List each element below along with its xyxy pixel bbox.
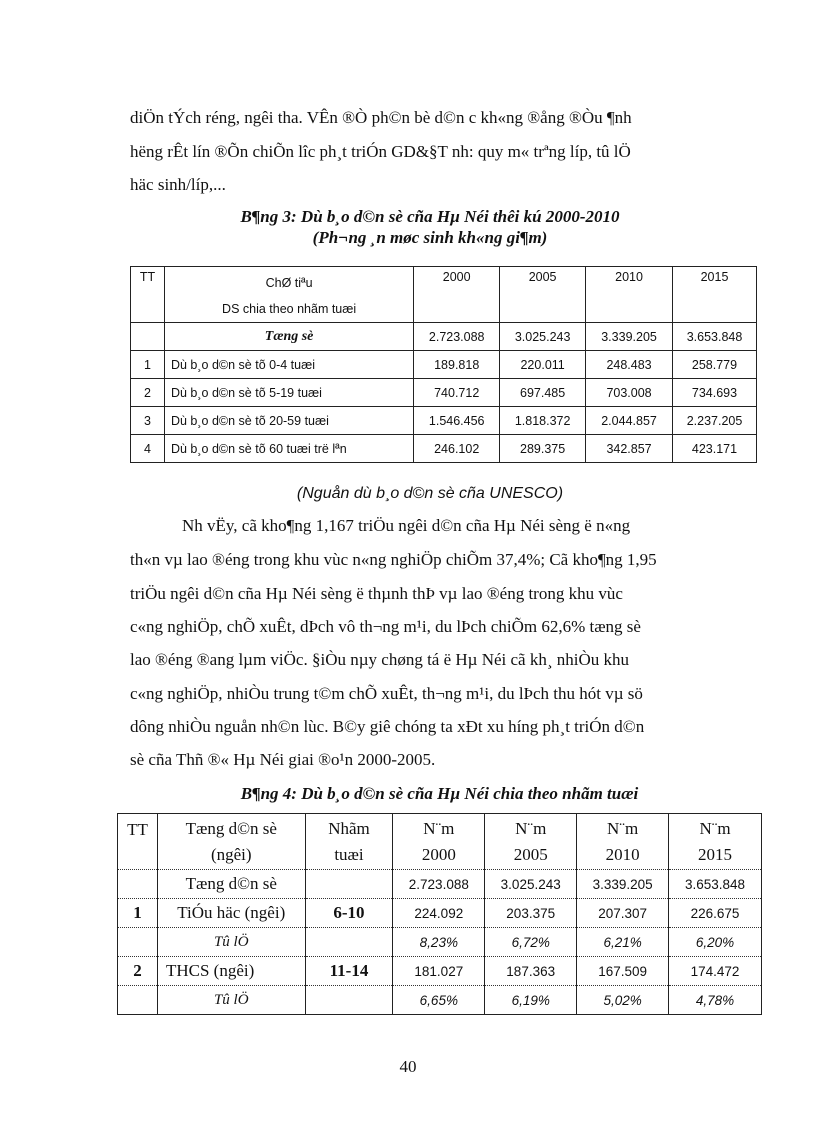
table3-cell: 220.011 (500, 351, 586, 379)
body-line-7: dông nhiÒu nguån nh©n lùc. B©y giê chóng ta xÐt xu híng ph¸t triÓn d©n (130, 717, 645, 736)
table4-header-year-value: 2000 (421, 844, 456, 864)
table3-header-year-2015: 2015 (673, 267, 757, 323)
table3-total-row (131, 323, 757, 351)
table4-header-year-value: 2010 (605, 844, 640, 864)
table4-cell: 6,65% (393, 986, 485, 1015)
table3-cell: 3.339.205 (586, 323, 673, 351)
table4 (117, 813, 762, 1015)
table3-cell: 2.237.205 (673, 407, 757, 435)
table4-cell: 6,72% (485, 928, 577, 957)
body-line-3: triÖu ngêi d©n cña Hµ Néi sèng ë thµnh thÞ vµ lao ®éng trong khu vùc (130, 584, 623, 603)
table4-ratio-label: Tû lÖ (157, 986, 305, 1015)
table4-group-label: THCS (ngêi) (157, 957, 305, 986)
table4-header-year-value: 2015 (698, 844, 733, 864)
table4-total-row (118, 870, 762, 899)
table4-cell: 3.339.205 (577, 870, 669, 899)
table4-cell (118, 986, 158, 1015)
body-line-2: th«n vµ lao ®éng trong khu vùc n«ng nghiÖp chiÕm 37,4%; Cã kho¶ng 1,95 (130, 550, 657, 569)
table4-cell: 8,23% (393, 928, 485, 957)
table4-header-pop-line1: Tæng d©n sè (185, 818, 277, 838)
table3-source: (Nguån dù b¸o d©n sè cña UNESCO) (296, 485, 564, 502)
page-number: 40 (399, 1057, 417, 1076)
table3-cell: 248.483 (586, 351, 673, 379)
table4-cell: 187.363 (485, 957, 577, 986)
table4-cell: 2.723.088 (393, 870, 485, 899)
table3-cell: 246.102 (414, 435, 500, 463)
table4-cell: 4,78% (669, 986, 762, 1015)
table3-cell: Dù b¸o d©n sè tõ 20-59 tuæi (164, 407, 413, 435)
table3-row (131, 351, 757, 379)
body-line-6: c«ng nghiÖp, nhiÒu trung t©m chÕ xuÊt, th¬ng m¹i, du lÞch thu hót vµ sö (130, 684, 643, 703)
table4-cell: 167.509 (577, 957, 669, 986)
table4-header-year-2015 (669, 814, 762, 870)
table3-header-indicator-line1: ChØ tiªu (265, 276, 313, 290)
table4-cell: 2 (118, 957, 158, 986)
table4-cell: 207.307 (577, 899, 669, 928)
table3-row (131, 379, 757, 407)
table3-cell (131, 323, 165, 351)
table4-total-label: Tæng d©n sè (157, 870, 305, 899)
table4-group-row (118, 957, 762, 986)
table3-cell: 1.818.372 (500, 407, 586, 435)
table3-cell: 423.171 (673, 435, 757, 463)
table4-header-pop-line2: (ngêi) (210, 844, 252, 864)
table4-cell (305, 986, 393, 1015)
table3 (130, 266, 757, 463)
table4-cell: 203.375 (485, 899, 577, 928)
table3-header-year-2000: 2000 (414, 267, 500, 323)
table4-header-year-value: 2005 (513, 844, 548, 864)
table4-header-year-2010 (577, 814, 669, 870)
table4-cell: 224.092 (393, 899, 485, 928)
table3-header-indicator-line2: DS chia theo nhãm tuæi (222, 302, 357, 316)
table3-cell: 703.008 (586, 379, 673, 407)
table4-header-year-2005 (485, 814, 577, 870)
table3-header-row (131, 267, 757, 323)
table4-cell (305, 928, 393, 957)
table4-header-age (305, 814, 393, 870)
table4-cell: 6-10 (305, 899, 393, 928)
table4-header-row (118, 814, 762, 870)
table4-cell (118, 928, 158, 957)
table4-cell: 181.027 (393, 957, 485, 986)
table4-ratio-label: Tû lÖ (157, 928, 305, 957)
table3-row (131, 435, 757, 463)
table3-header-tt: TT (131, 267, 165, 323)
table4-header-pop (157, 814, 305, 870)
table3-header-year-2005: 2005 (500, 267, 586, 323)
table4-ratio-row (118, 986, 762, 1015)
table4-cell: 3.653.848 (669, 870, 762, 899)
body-line-4: c«ng nghiÖp, chÕ xuÊt, dÞch vô th¬ng m¹i, du lÞch chiÕm 62,6% tæng sè (130, 617, 641, 636)
table3-cell: 697.485 (500, 379, 586, 407)
table4-cell: 5,02% (577, 986, 669, 1015)
table4-cell: 6,20% (669, 928, 762, 957)
table4-header-year-word: N¨m (607, 818, 639, 838)
table4-ratio-row (118, 928, 762, 957)
table3-cell: 258.779 (673, 351, 757, 379)
table4-title: B¶ng 4: Dù b¸o d©n sè cña Hµ Néi chia theo nhãm tuæi (240, 784, 639, 803)
table4-cell (305, 870, 393, 899)
table3-header-indicator (164, 267, 413, 323)
table3-cell: 1 (131, 351, 165, 379)
table3-cell: 2.044.857 (586, 407, 673, 435)
table3-cell: Dù b¸o d©n sè tõ 60 tuæi trë lªn (164, 435, 413, 463)
table4-cell: 174.472 (669, 957, 762, 986)
table4-cell: 3.025.243 (485, 870, 577, 899)
table3-cell: 1.546.456 (414, 407, 500, 435)
body-line-1: Nh vËy, cã kho¶ng 1,167 triÖu ngêi d©n cña Hµ Néi sèng ë n«ng (182, 516, 631, 535)
table4-group-label: TiÓu häc (ngêi) (157, 899, 305, 928)
table4-header-year-2000 (393, 814, 485, 870)
table4-header-tt: TT (118, 814, 158, 870)
body-line-8: sè cña Thñ ®« Hµ Néi giai ®o¹n 2000-2005. (130, 750, 436, 769)
table3-cell: 2 (131, 379, 165, 407)
intro-line-3: häc sinh/líp,... (130, 175, 226, 194)
table3-cell: Dù b¸o d©n sè tõ 0-4 tuæi (164, 351, 413, 379)
table4-header-year-word: N¨m (515, 818, 547, 838)
table4-header-age-line2: tuæi (334, 844, 364, 864)
table4-cell (118, 870, 158, 899)
table4-group-row (118, 899, 762, 928)
body-line-5: lao ®éng ®ang lµm viÖc. §iÒu nµy chøng tá ë Hµ Néi cã kh¸ nhiÒu khu (130, 650, 630, 669)
table3-cell: 189.818 (414, 351, 500, 379)
table3-cell: 2.723.088 (414, 323, 500, 351)
table3-row (131, 407, 757, 435)
table3-subtitle: (Ph¬ng ¸n møc sinh kh«ng gi¶m) (312, 228, 548, 247)
table3-header-year-2010: 2010 (586, 267, 673, 323)
table3-title: B¶ng 3: Dù b¸o d©n sè cña Hµ Néi thêi kú 2000-2010 (240, 207, 620, 226)
table4-header-age-line1: Nhãm (328, 818, 370, 838)
table3-cell: 3.025.243 (500, 323, 586, 351)
table4-cell: 1 (118, 899, 158, 928)
table4-cell: 226.675 (669, 899, 762, 928)
table4-cell: 6,19% (485, 986, 577, 1015)
intro-line-1: diÖn tÝch réng, ngêi tha. VÊn ®Ò ph©n bè d©n c kh«ng ®ång ®Òu ¶nh (130, 108, 632, 127)
table4-header-year-word: N¨m (423, 818, 455, 838)
table3-cell: Dù b¸o d©n sè tõ 5-19 tuæi (164, 379, 413, 407)
table3-total-label: Tæng sè (164, 323, 413, 351)
intro-line-2: hëng rÊt lín ®Õn chiÕn lîc ph¸t triÓn GD&§T nh: quy m« trªng líp, tû lÖ (130, 142, 631, 161)
table3-cell: 342.857 (586, 435, 673, 463)
table4-cell: 11-14 (305, 957, 393, 986)
table3-cell: 3.653.848 (673, 323, 757, 351)
table4-header-year-word: N¨m (699, 818, 731, 838)
table3-cell: 734.693 (673, 379, 757, 407)
table4-cell: 6,21% (577, 928, 669, 957)
table3-cell: 740.712 (414, 379, 500, 407)
table3-cell: 289.375 (500, 435, 586, 463)
table3-cell: 3 (131, 407, 165, 435)
table3-cell: 4 (131, 435, 165, 463)
